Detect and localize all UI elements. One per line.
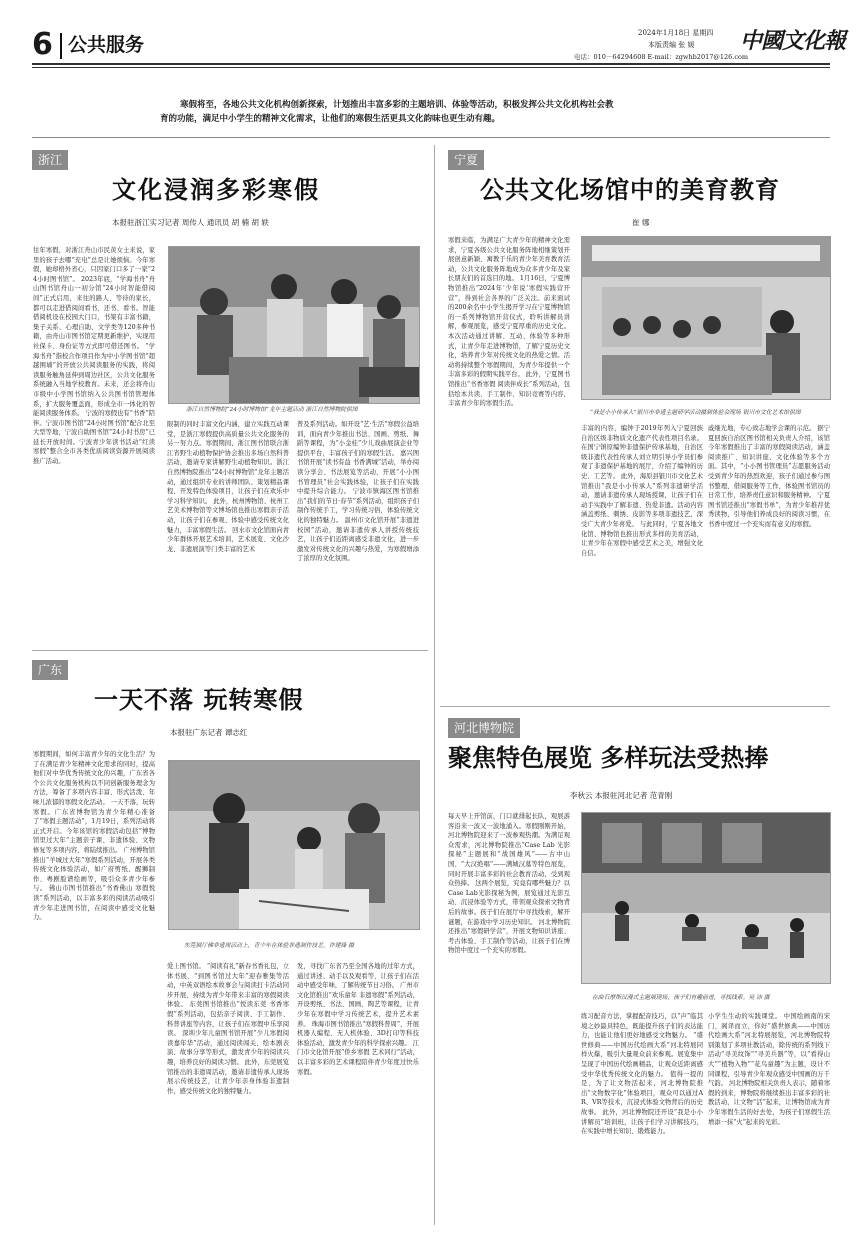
- guangdong-photo-caption: 东莞展厅佛非遗周活动上，青少年在体验非遗制作技艺。许建锋 摄: [184, 943, 354, 949]
- intro-line-2: 育的功能，满足中小学生的精神文化需求，让他们的寒假生活更具文化韵味也更生动有趣。: [160, 114, 501, 124]
- section-title: 公共服务: [68, 34, 145, 56]
- guangdong-col-2: 爱上图书馆。 “阅读有礼”新春书香礼包，立体书展、“到图书馆过大年”迎春雅集等活动，中英双语绘本故事会与阅读打卡活动同步开展，持续为青少年带来丰富的寒假阅读体验。 东莞图书馆推出“悦读东莞 书香寒假”系列活动，包括亲子阅读、手工制作、科普讲座等内容，让孩子们在寒假中乐享阅读。 深圳少年儿童图书馆开展“少儿寒假阅读嘉年华”活动，通过阅读闯关、绘本剧表演、故事分享等形式，激发青少年的阅读兴趣，培养良好的阅读习惯。 此外，东莞展览馆推出的非遗周活动，邀请非遗传承人现场展示传统技艺，让青少年亲身体验非遗制作，感受传统文化的独特魅力。: [167, 963, 289, 1095]
- region-tag-guangdong: 广东: [32, 660, 68, 680]
- intro-rule: [32, 137, 830, 138]
- ningxia-byline: 崔 娜: [632, 218, 650, 227]
- guangdong-photo: [168, 760, 420, 930]
- hebei-photo: [581, 812, 831, 984]
- zhejiang-photo-caption: 浙江自然博物院“24小时博物馆”龙年主题活动 浙江自然博物院供图: [186, 407, 358, 413]
- ningxia-headline: 公共文化场馆中的美育教育: [480, 175, 780, 204]
- page-editor: 本版责编 张 媛: [648, 41, 695, 49]
- ningxia-col-3: 戚继光地，专心致志地学会课的示范。 据宁夏回族自治区图书馆相关负责人介绍，该馆今年寒假推出了丰富的寒假阅读活动，涵盖阅读推广、知识讲座、文化体验等多个方面。其中，“小小图书管理员”志愿服务活动受到青少年的热烈欢迎，孩子们通过参与图书整理、借阅服务等工作，体验图书馆员的日常工作，培养责任意识和服务精神。 宁夏图书馆还推出“寒假书单”，为青少年推荐优秀读物，引导他们养成良好的阅读习惯，在书香中度过一个充实而有意义的寒假。: [708, 425, 830, 528]
- ningxia-col-1: 寒假来临，为满足广大青少年的精神文化需求，宁夏各级公共文化服务阵地相继策划开展创意新颖、寓教于乐的青少年美育教育活动，公共文化服务阵地成为众多青少年及家长朋友们的首选目的地。 1月16日，宁夏博物馆推出“2024年‘少年说’寒假实践营开营”，得到社会各界的广泛关注。前来面试的200余名中小学生揭开学习在宁夏博物馆的一系列博物馆开营仪式，聆听讲解员讲解，参观展览，感受宁夏厚重的历史文化。 本次活动通过讲解、互动、体验等多种形式，让青少年走进博物馆，了解宁夏历史文化，培养青少年对传统文化的热爱之情。活动将持续整个寒假期间，为青少年提供一个丰富多彩的假期实践平台。 此外，宁夏图书馆推出“书香寒假 阅读伴成长”系列活动，包括绘本共读、手工制作、知识竞赛等内容，丰富青少年的寒假生活。: [448, 237, 570, 408]
- hebei-photo-scene: [582, 813, 830, 983]
- zhejiang-col-4: 普及系列活动。如开设“艺·生活”寒假公益培训，面向青少年推出书法、国画、剪纸、舞蹈等课程，为“小金桂”少儿戏曲展演企业等提供平台，丰富孩子们的寒假生活。 嘉兴图书馆开展“读书有益 书香满城”活动，举办阅读分享会、书法展览等活动，开展“小小图书管理员”社会实践体验，让孩子们在实践中提升综合能力。 宁波市镇海区图书馆推出“我们的节日·春节”系列活动，组织孩子们制作传统手工，学习传统习俗，体验传统文化的独特魅力。 温州市文化馆开展“非遗进校园”活动，邀请非遗传承人讲授传统技艺，让孩子们近距离感受非遗文化，进一步激发对传统文化的兴趣与热爱，为寒假增添了浓厚的文化氛围。: [297, 421, 419, 563]
- guangdong-headline: 一天不落 玩转寒假: [94, 685, 304, 714]
- region-tag-hebei: 河北博物院: [448, 718, 520, 738]
- zhejiang-photo: [168, 246, 420, 404]
- zhejiang-col-3: 限制的同时丰富文化内涵，建立实践互动课堂，是浙江寒假提供高质量公共文化服务的另一努力点。寒假期间，浙江图书馆联合浙江省野生动植物保护协会推出多场自然科普活动，邀请专家讲解野生动植物知识。浙江自然博物院推出“24小时博物馆”龙年主题活动，通过组织专业的讲师团队、策划精品课程、开发特色体验项目，让孩子们在欢乐中学习科学知识。 此外，杭州博物馆、杭州工艺美术博物馆等文博场馆也推出寒假亲子活动，让孩子们在参观、体验中感受传统文化魅力，丰富寒假生活。 回水市文化馆面向青少年群体开展艺术培训，艺术展览、文化沙龙、非遗展演等门类丰富的艺术: [167, 421, 289, 553]
- guangdong-photo-scene: [169, 761, 419, 929]
- guangdong-col-3: 发，寻找广东省乃至全国各地的过年方式，通过讲述、动手以及观看等，让孩子们在活动中感受年味，了解传统节日习俗。 广州市文化馆推出“欢乐童年 非遗寒假”系列活动，开设剪纸、书法、国画、陶艺等课程，让青少年在寒假中学习传统艺术，提升艺术素养。 珠海市图书馆推出“寒假科普周”，开展机器人编程、无人机体验、3D打印等科技体验活动，激发青少年的科学探索兴趣。 江门市文化馆开展“侨乡寒假 艺术同行”活动，以丰富多彩的艺术课程陪伴青少年度过快乐寒假。: [297, 963, 419, 1076]
- masthead-logo: 中國文化報: [740, 28, 846, 54]
- hebei-col-1b: [448, 1010, 570, 1220]
- issue-date: 2024年1月18日 星期四: [638, 29, 714, 37]
- zhejiang-headline: 文化浸润多彩寒假: [112, 175, 320, 204]
- guangdong-col-1: 寒假期间，如何丰富青少年的文化生活？为了在满足青少年精神文化需求的同时，提高他们对中华优秀传统文化的兴趣，广东省各个公共文化服务机构以不同创新服务理念为方法，筹备了多项内容丰富、形式活泼、年味儿浓郁的寒假文化活动。 一天不落，玩转寒假。广东省博物馆为青少年精心准备了“寒假主题活动”，1月19日，系列活动将正式开启。今年该馆的寒假活动包括“博物馆里过大年”主题亲子课、非遗体验、文物修复等多项内容，将陆续推出。 广州博物馆推出“羊城过大年”寒假系列活动，开展各类传统文化体验活动，如广府剪纸、醒狮制作、粤剧脸谱绘画等，吸引众多青少年参与。 佛山市图书馆推出“书香佛山 寒假悦读”系列活动，以丰富多彩的阅读活动吸引青少年走进图书馆，在阅读中感受文化魅力。: [33, 751, 155, 922]
- header-rule-thick: [32, 63, 830, 65]
- contact-info: 电话：010－64294608 E-mail：zgwhb2017@126.com: [574, 53, 749, 61]
- zhejiang-col-1: 往年寒假，对浙江舟山市民黄女士来说，家里的孩子去哪“充电”总是让她烦恼。今年寒假，她却格外省心，只因家门口多了一家“24小时图书馆”。 2023年底，“学海书舟”舟山图书馆舟山一初分馆“24小时智能借阅间”正式启用，来往的路人、等待的家长，都可以走进借阅间看书、还书、看书。智能借阅机设在校园大门口，书架有丰富书籍，集子关系、心理自助、文学类等120多种书籍，由舟山市图书馆定期更新维护，实现用社保卡、身份证等方式即可借还图书。 “学海书舟”指校合作项目作为中小学图书馆“超越围墙”的开放公共阅读服务的实践，将阅读服务触角延伸到周边社区，公共文化服务系统融入当地学校教育。未来，还会将舟山市级中小学图书馆纳入公共图书馆管理体系，扩大服务覆盖面，形成全市一体化的智能阅读服务体系。 宁波的寒假也有“书香”陪伴。宁波市图书馆“24小时图书馆”配合北至大型等地，宁波自助图书馆“24小时书房”已延长开放时间。宁波青少年读书活动“红读寒假”整合全市各类优质阅读资源开展阅读推广活动。: [33, 247, 155, 466]
- guangdong-byline: 本报驻广东记者 谭志红: [170, 728, 248, 737]
- region-tag-zhejiang: 浙江: [32, 150, 68, 170]
- hebei-photo-caption: 在曲石摩斯汉漫式主题展现场，孩子们有趣前进，寻找线索。吴 沛 摄: [592, 995, 770, 1001]
- ningxia-photo-caption: “我是小小传承人”银川市非遗主题研学活动摄制体验会现场 银川市文化艺术馆供图: [590, 410, 801, 416]
- page-number-divider: [60, 33, 62, 59]
- page-number: 6: [32, 27, 53, 62]
- hebei-col-2: 练习配音方法，掌握配音技巧，以“声”临其境之妙最具特色，既能提升孩子们的表达能力，也能让他们更好地感受文物魅力。 “盛世修典——中国历代绘画大系”河北特展同样火爆，吸引大量观众前来参观。展览集中呈现了中国历代绘画精品，让观众近距离感受中华优秀传统文化的魅力。 值得一提的是，为了让文物活起来，河北博物院推出“文物数字化”体验项目，观众可以通过AR、VR等技术，沉浸式体验文物背后的历史故事。 此外，河北博物院还开设“我是小小讲解员”培训班，让孩子们学习讲解技巧，在实践中增长知识、锻炼能力。: [581, 1013, 703, 1136]
- zhejiang-photo-scene: [169, 247, 419, 403]
- ningxia-photo-scene: [582, 237, 830, 399]
- hebei-col-1: 每天早上开馆前，门口就排起长队，观展游客沿来一波又一波地涌入。寒假刚刚开始，河北博物院迎来了一波参观热潮。为满足观众需求，河北博物院推出“Case Lab 光影探秘”主题展和“战国雄风”——古中山国、“大汉绝唱”——满城汉墓等特色展览，同时开展丰富多彩的社会教育活动，受到观众热捧。 这两个展览，究竟有哪些魅力？以Case Lab光影探秘为例，展览通过光影互动、沉浸体验等方式，带领观众探索文物背后的故事。孩子们在展厅中寻找线索，解开谜题，在游戏中学习历史知识。 河北博物院还推出“寒假研学营”，开展文物知识讲座、考古体验、手工制作等活动，让孩子们在博物馆中度过一个充实的寒假。: [448, 813, 570, 955]
- center-divider: [434, 145, 435, 1225]
- right-section-divider: [440, 706, 830, 707]
- zhejiang-byline: 本报驻浙江实习记者 周传人 通讯员 胡 楠 胡 轶: [112, 218, 269, 227]
- hebei-col-3: 小学生生动的实践课堂。 中国绘画南的宋门、阁译而立，你好“盛世修典——中国历代绘画大系”河北特展展览，河北博物院特别策划了多项社教活动，除传统的系列线下活动“寻美纹饰”“寻美兵器”等，以“看得山大”“植物入物”“花鸟童趣”为主题，设计不同课程，引导青少年观众感受中国画的万千气韵。 河北博物院相关负责人表示，随着寒假的到来，博物院将继续推出丰富多彩的社教活动，让文物“活”起来，让博物馆成为青少年寒假生活的好去处，为孩子们寒假生活增添一抹“火”起来的光彩。: [708, 1013, 830, 1126]
- region-tag-ningxia: 宁夏: [448, 150, 484, 170]
- hebei-byline: 李秋云 本报驻河北记者 范青刚: [570, 791, 673, 800]
- left-section-divider: [32, 650, 428, 651]
- ningxia-photo: [581, 236, 831, 400]
- hebei-headline: 聚焦特色展览 多样玩法受热捧: [448, 743, 769, 772]
- ningxia-col-2: 丰富的内容，编钟于2019年列入宁夏回族自治区级非物质文化遗产代表性项目名录。在国宁镇原编钟非遗保护传承基地，自治区级非遗代表性传承人刘立明引导小学员们参观了非遗保护基地的展厅，介绍了编钟的历史、工艺等。 此外，海原县银川市文化艺术馆推出“我是小小传承人”系列非遗研学活动，邀请非遗传承人现场授课，让孩子们在动手实践中了解非遗、热爱非遗。活动内容涵盖剪纸、刺绣、皮影等多项非遗技艺，深受广大青少年喜爱。 与此同时，宁夏各地文化馆、博物馆也推出形式多样的美育活动，让青少年在寒假中感受艺术之美，增强文化自信。: [581, 425, 703, 557]
- header-rule-thin: [32, 67, 830, 68]
- intro-line-1: 寒假将至，各地公共文化机构创新探索，计划推出丰富多彩的主题培训、体验等活动，积极发挥公共文化机构社会教: [180, 100, 614, 110]
